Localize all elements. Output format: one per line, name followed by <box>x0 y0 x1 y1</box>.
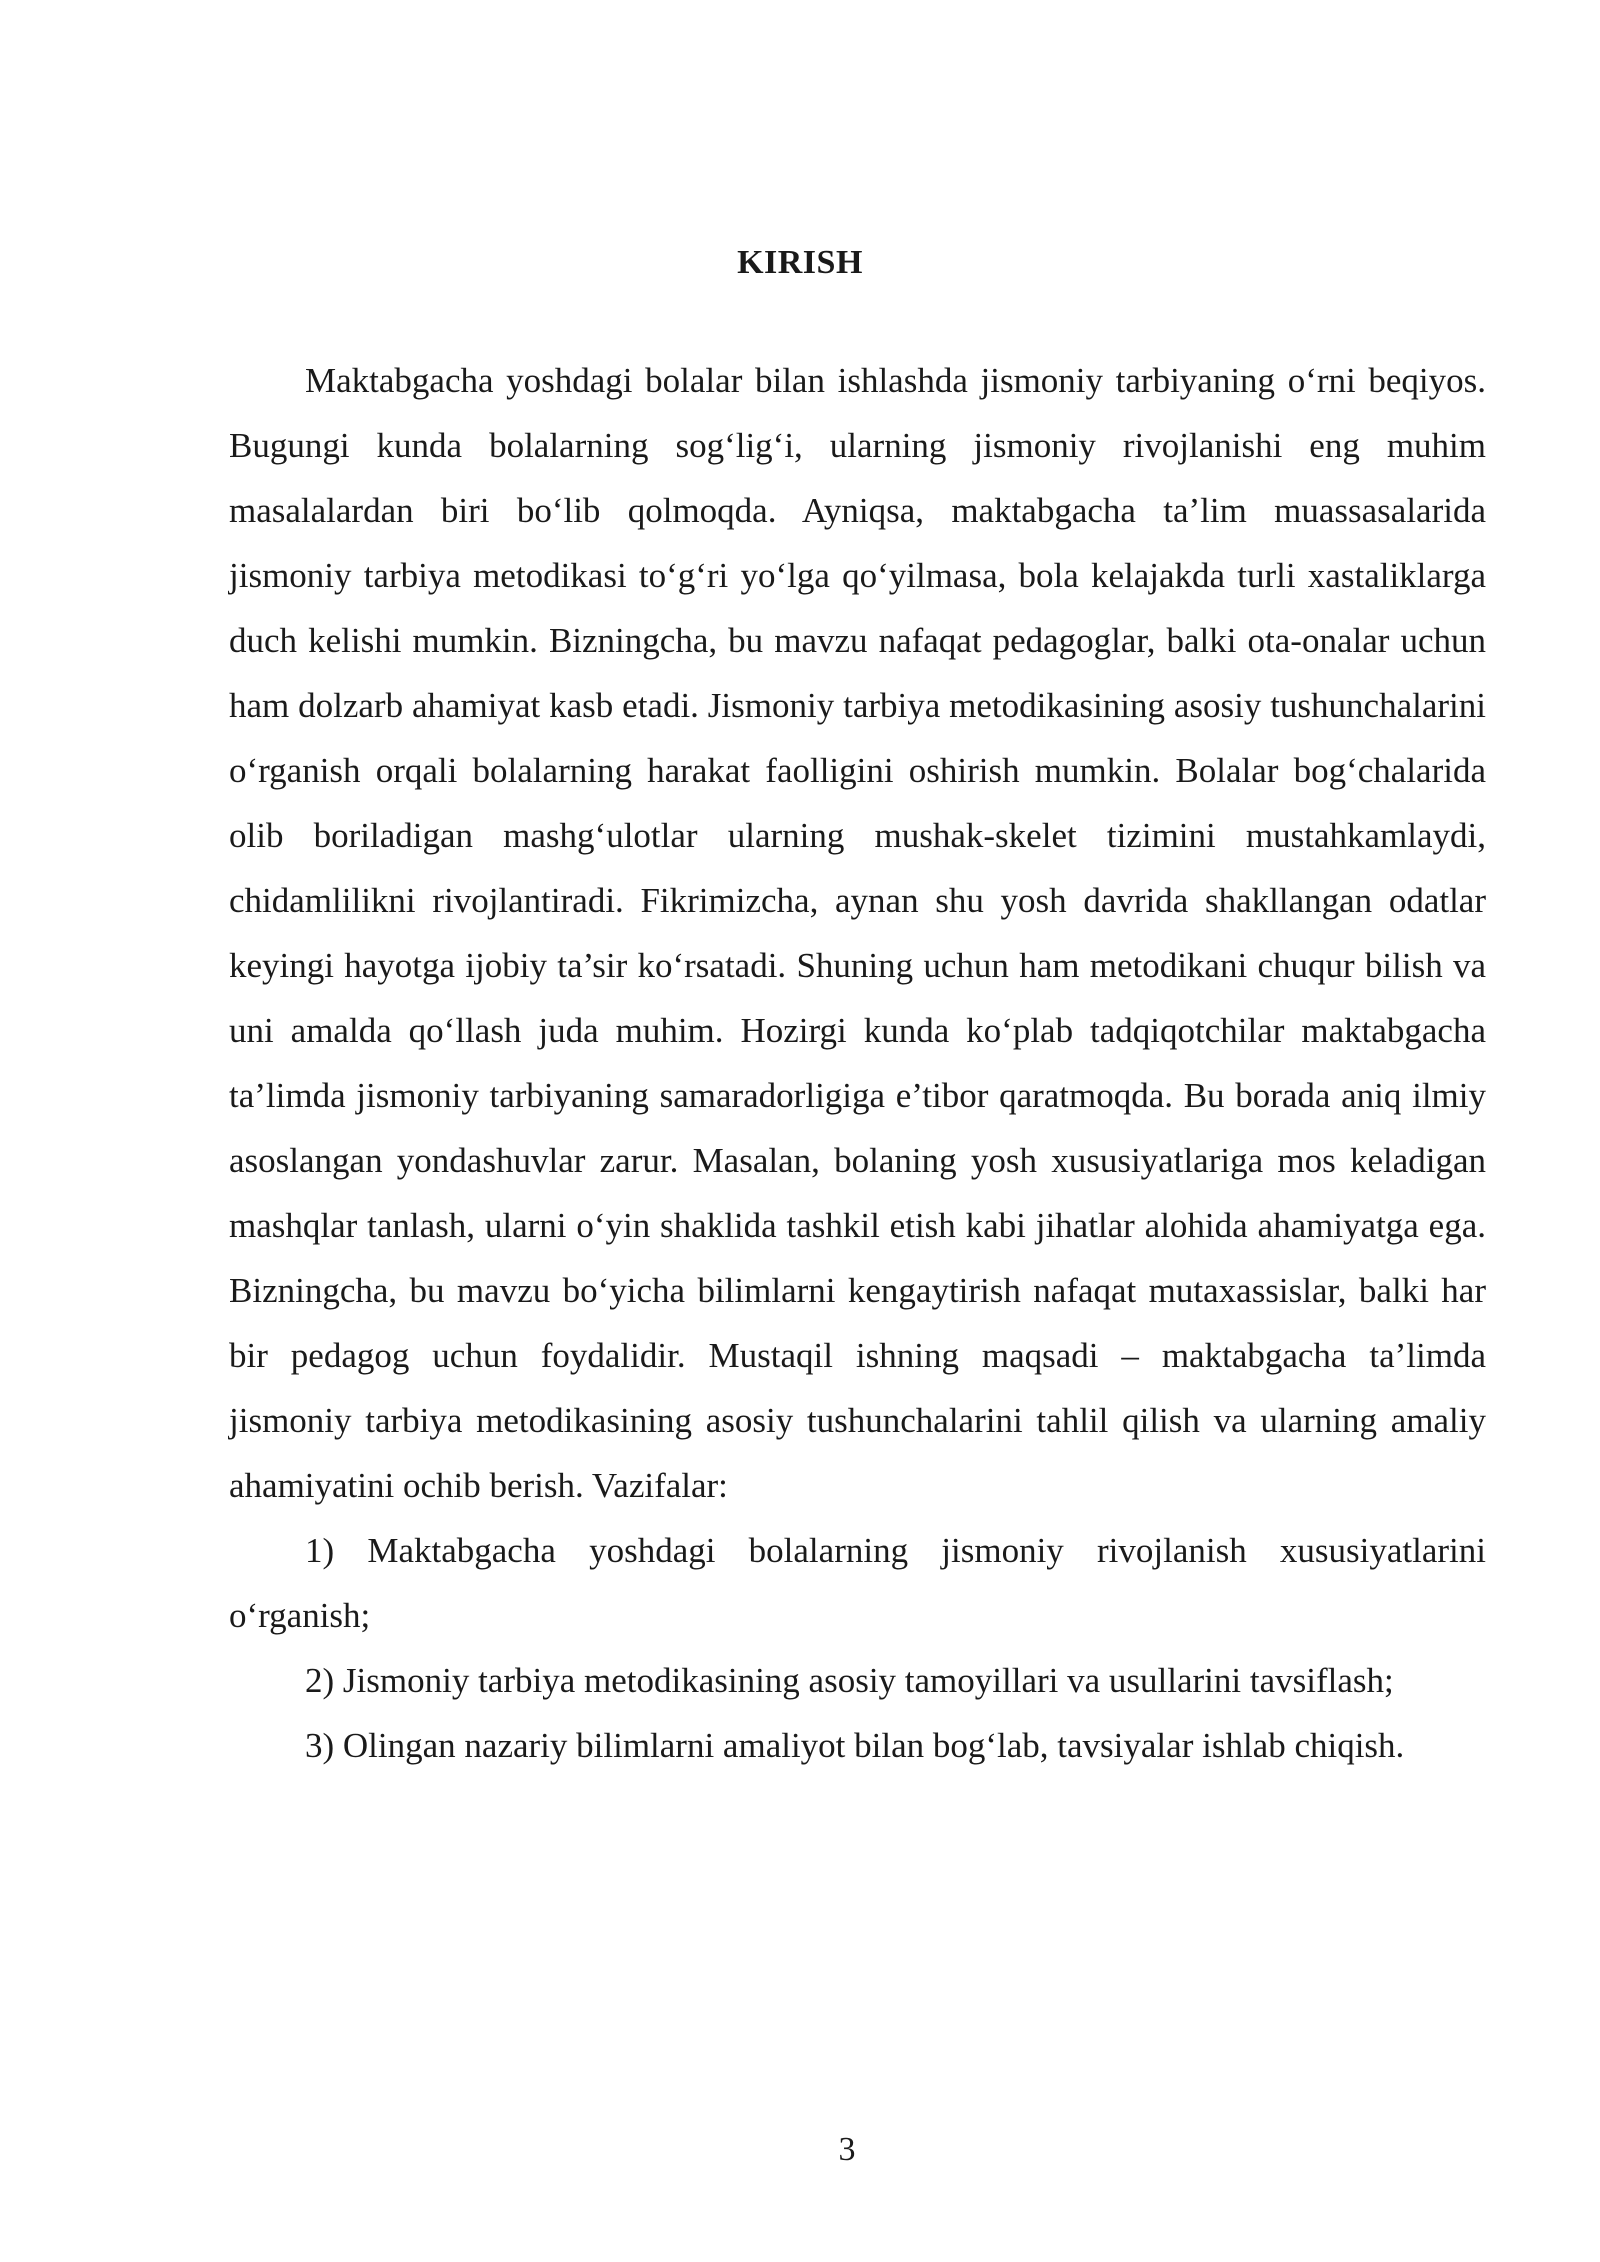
page-title: KIRISH <box>737 243 863 281</box>
page-number: 3 <box>838 2131 856 2168</box>
task-item-1: 1) Maktabgacha yoshdagi bolalarning jismoniy rivojlanish xususiyatlarini o‘rganish; <box>229 1531 1486 1635</box>
document-body <box>229 348 1486 1778</box>
intro-paragraph: Maktabgacha yoshdagi bolalar bilan ishlashda jismoniy tarbiyaning o‘rni beqiyos. Bugungi kunda bolalarning sog‘lig‘i, ularning jismoniy rivojlanishi eng muhim masalalardan biri bo‘lib qolmoqda. Ayniqsa, maktabgacha ta’lim muassasalarida jismoniy tarbiya metodikasi to‘g‘ri yo‘lga qo‘yilmasa, bola kelajakda turli xastaliklarga duch kelishi mumkin. Bizningcha, bu mavzu nafaqat pedagoglar, balki ota-onalar uchun ham dolzarb ahamiyat kasb etadi. Jismoniy tarbiya metodikasining asosiy tushunchalarini o‘rganish orqali bolalarning harakat faolligini oshirish mumkin. Bolalar bog‘chalarida olib boriladigan mashg‘ulotlar ularning mushak-skelet tizimini mustahkamlaydi, chidamlilikni rivojlantiradi. Fikrimizcha, aynan shu yosh davrida shakllangan odatlar keyingi hayotga ijobiy ta’sir ko‘rsatadi. Shuning uchun ham metodikani chuqur bilish va uni amalda qo‘llash juda muhim. Hozirgi kunda ko‘plab tadqiqotchilar maktabgacha ta’limda jismoniy tarbiyaning samaradorligiga e’tibor qaratmoqda. Bu borada aniq ilmiy asoslangan yondashuvlar zarur. Masalan, bolaning yosh xususiyatlariga mos keladigan mashqlar tanlash, ularni o‘yin shaklida tashkil etish kabi jihatlar alohida ahamiyatga ega. Bizningcha, bu mavzu bo‘yicha bilimlarni kengaytirish nafaqat mutaxassislar, balki har bir pedagog uchun foydalidir. Mustaqil ishning maqsadi – maktabgacha ta’limda jismoniy tarbiya metodikasining asosiy tushunchalarini tahlil qilish va ularning amaliy ahamiyatini ochib berish. Vazifalar: <box>229 361 1486 1505</box>
task-item-3: 3) Olingan nazariy bilimlarni amaliyot bilan bog‘lab, tavsiyalar ishlab chiqish. <box>305 1726 1405 1765</box>
task-item-2: 2) Jismoniy tarbiya metodikasining asosiy tamoyillari va usullarini tavsiflash; <box>305 1661 1394 1700</box>
